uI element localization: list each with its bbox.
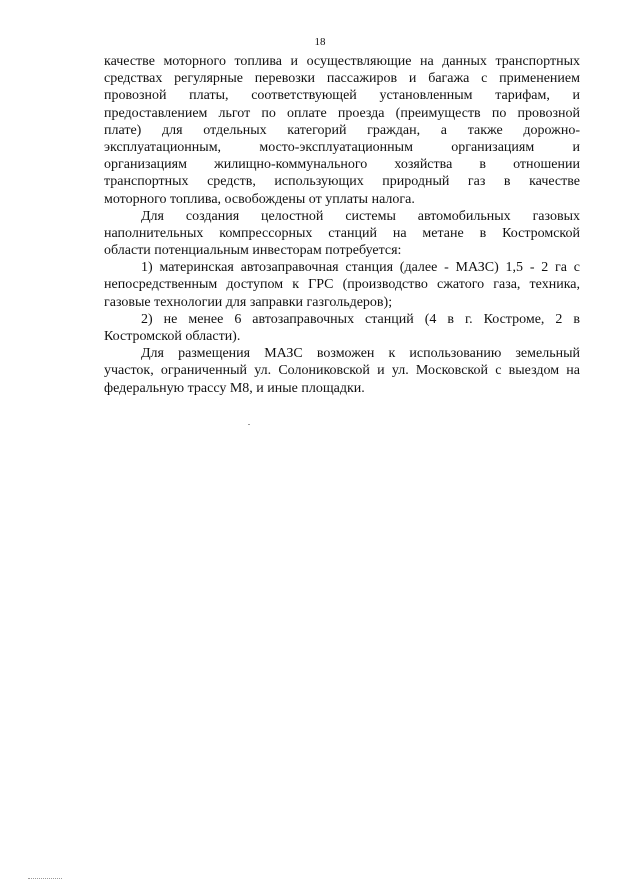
page-number: 18 bbox=[314, 36, 326, 48]
text-line: эксплуатационным, мосто-эксплуатационным организациям и bbox=[104, 139, 580, 155]
text-line: федеральную трассу М8, и иные площадки. bbox=[104, 380, 365, 396]
text-line: моторного топлива, освобождены от уплаты налога. bbox=[104, 191, 415, 207]
text-line: Костромской области). bbox=[104, 329, 241, 344]
text-line: непосредственным доступом к ГРС (производство сжатого газа, техника, bbox=[104, 277, 580, 293]
document-body bbox=[104, 53, 580, 397]
text-line: участок, ограниченный ул. Солониковской и ул. Московской с выездом на bbox=[104, 363, 580, 379]
text-line: области потенциальным инвесторам потребуется: bbox=[104, 243, 402, 259]
text-line: предоставлением льгот по оплате проезда (преимуществ по провозной bbox=[104, 105, 580, 121]
text-line: транспортных средств, использующих природный газ в качестве bbox=[104, 174, 580, 190]
text-line: 1) материнская автозаправочная станция (далее - МАЗС) 1,5 - 2 га с bbox=[141, 260, 580, 276]
text-line: Для размещения МАЗС возможен к использованию земельный bbox=[141, 346, 580, 362]
footer-dotted-mark bbox=[28, 878, 62, 880]
text-line: 2) не менее 6 автозаправочных станций (4 в г. Костроме, 2 в bbox=[141, 311, 580, 327]
text-line: плате) для отдельных категорий граждан, а также дорожно- bbox=[104, 122, 580, 138]
text-line: средствах регулярные перевозки пассажиров и багажа с применением bbox=[104, 71, 580, 87]
text-line: качестве моторного топлива и осуществляющие на данных транспортных bbox=[104, 54, 580, 69]
text-line: наполнительных компрессорных станций на метане в Костромской bbox=[104, 225, 580, 241]
text-line: газовые технологии для заправки газгольдеров); bbox=[104, 294, 393, 310]
scan-speck bbox=[248, 424, 250, 425]
text-line: Для создания целостной системы автомобильных газовых bbox=[141, 208, 580, 224]
text-line: провозной платы, соответствующей установленным тарифам, и bbox=[104, 88, 580, 104]
text-line: организациям жилищно-коммунального хозяйства в отношении bbox=[104, 157, 580, 173]
